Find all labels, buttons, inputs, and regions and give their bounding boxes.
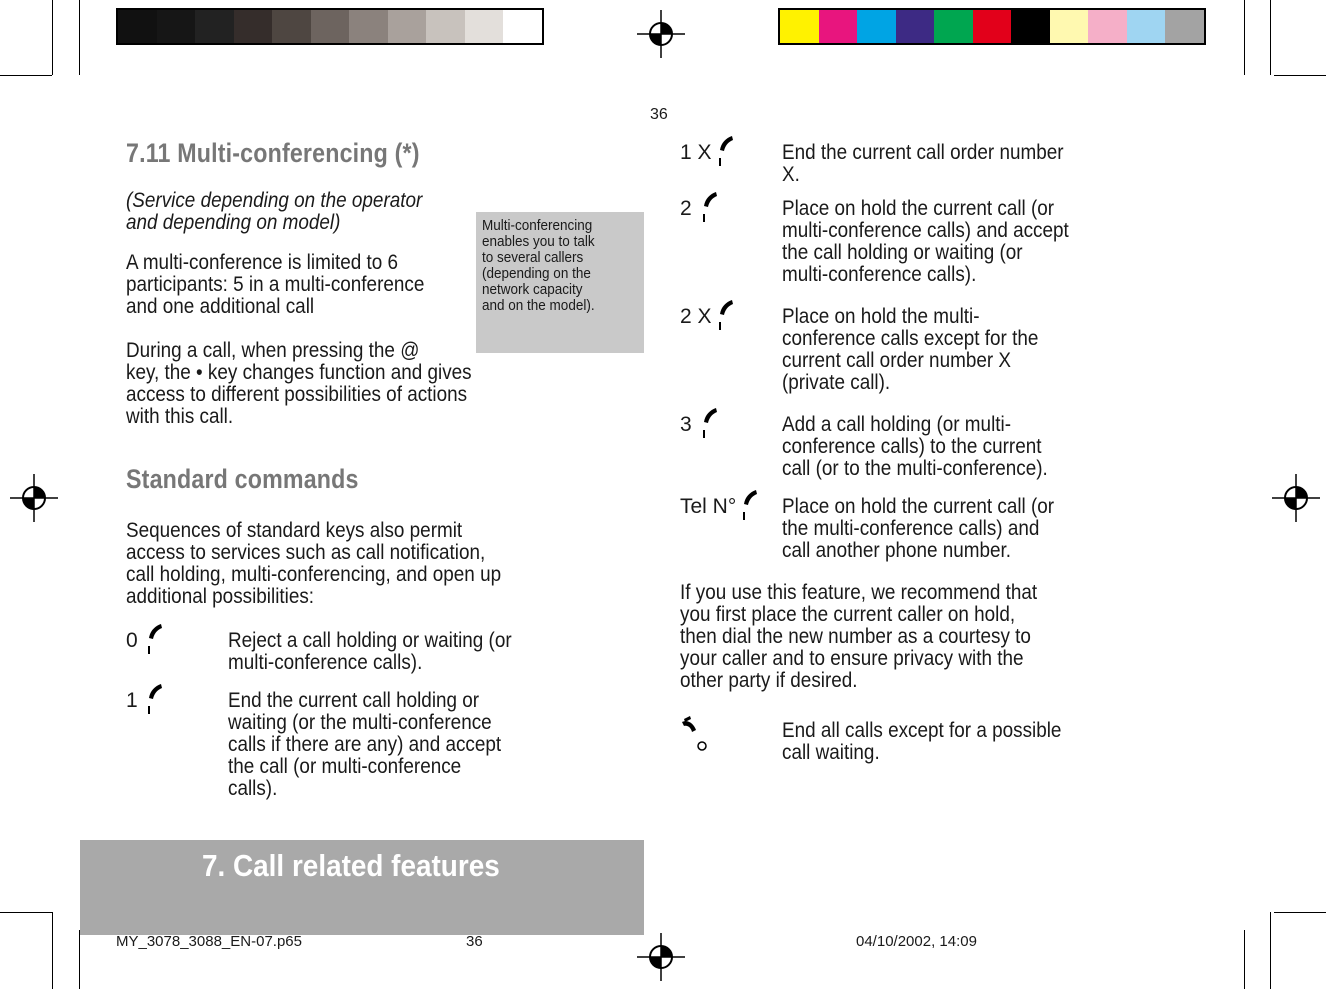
courtesy-line: you first place the current caller on hold,: [680, 603, 1016, 626]
timestamp: 04/10/2002, 14:09: [856, 933, 977, 950]
standard-commands-heading: Standard commands: [126, 464, 359, 494]
command-line: End the current call order number: [782, 141, 1064, 164]
command-line: waiting (or the multi-conference: [228, 711, 492, 734]
color-swatch: [1088, 10, 1127, 43]
color-swatch: [1165, 10, 1204, 43]
color-swatch: [934, 10, 973, 43]
grey-swatch: [388, 10, 427, 43]
during-call-line: with this call.: [126, 405, 234, 428]
command-line: the multi-conference calls) and: [782, 517, 1040, 540]
standard-intro-line: call holding, multi-conferencing, and open up: [126, 563, 502, 586]
grey-swatch: [426, 10, 465, 43]
during-call-line: access to different possibilities of actions: [126, 383, 468, 406]
color-swatch: [1011, 10, 1050, 43]
grey-swatch: [272, 10, 311, 43]
standard-intro-line: additional possibilities:: [126, 585, 315, 608]
command-line: Place on hold the current call (or: [782, 197, 1055, 220]
sidenote-line: Multi-conferencing: [482, 217, 593, 234]
command-key: 1: [126, 689, 138, 712]
registration-mark-left: [10, 474, 58, 522]
during-call-paragraph: [126, 340, 540, 428]
during-call-line: key, the • key changes function and gives: [126, 361, 472, 384]
grey-swatch: [234, 10, 273, 43]
call-key-icon: [740, 488, 760, 522]
page-number: 36: [650, 106, 668, 123]
service-note-line: and depending on model): [126, 211, 341, 234]
grey-swatch: [503, 10, 542, 43]
standard-intro-line: Sequences of standard keys also permit: [126, 519, 463, 542]
grey-swatch: [311, 10, 350, 43]
call-key-icon: [700, 190, 720, 224]
call-key-icon: [145, 682, 165, 716]
command-line: Place on hold the multi-: [782, 305, 980, 328]
command-description: [782, 142, 1106, 186]
chapter-footer-band: [80, 840, 644, 935]
sidenote-line: enables you to talk: [482, 233, 595, 250]
command-line: call (or to the multi-conference).: [782, 457, 1048, 480]
registration-mark-top: [637, 10, 685, 58]
grey-calibration-bar: [116, 8, 544, 45]
limit-line: and one additional call: [126, 295, 315, 318]
command-line: call waiting.: [782, 741, 880, 764]
registration-mark-bottom: [637, 933, 685, 981]
command-line: multi-conference calls).: [228, 651, 423, 674]
command-line: conference calls) to the current: [782, 435, 1042, 458]
call-key-icon: [716, 298, 736, 332]
courtesy-line: then dial the new number as a courtesy to: [680, 625, 1031, 648]
color-swatch: [857, 10, 896, 43]
color-swatch: [973, 10, 1012, 43]
grey-swatch: [118, 10, 157, 43]
command-key: Tel N°: [680, 495, 737, 518]
limit-line: A multi-conference is limited to 6: [126, 251, 399, 274]
chapter-title: 7. Call related features: [202, 848, 500, 883]
command-description: [782, 496, 1106, 562]
command-line: X.: [782, 163, 800, 186]
command-line: current call order number X: [782, 349, 1012, 372]
standard-intro: [126, 520, 540, 608]
end-call-key-icon: [680, 716, 710, 752]
command-description: [782, 414, 1106, 480]
command-line: calls if there are any) and accept: [228, 733, 502, 756]
call-key-icon: [145, 622, 165, 656]
command-key: 1 X: [680, 141, 712, 164]
command-line: conference calls except for the: [782, 327, 1039, 350]
command-description: [782, 198, 1106, 286]
command-line: call another phone number.: [782, 539, 1012, 562]
command-description: [782, 720, 1106, 764]
command-line: the call (or multi-conference: [228, 755, 462, 778]
service-note-line: (Service depending on the operator: [126, 189, 423, 212]
grey-swatch: [195, 10, 234, 43]
limit-paragraph: [126, 252, 468, 318]
sidenote-line: to several callers: [482, 249, 584, 266]
command-description: [782, 306, 1106, 394]
sidenote-line: (depending on the: [482, 265, 591, 282]
command-key: 0: [126, 629, 138, 652]
command-line: calls).: [228, 777, 278, 800]
standard-intro-line: access to services such as call notification,: [126, 541, 486, 564]
color-swatch: [1050, 10, 1089, 43]
file-page: 36: [466, 933, 483, 950]
sidenote-line: and on the model).: [482, 297, 595, 314]
call-key-icon: [716, 134, 736, 168]
color-calibration-bar: [778, 8, 1206, 45]
section-title: 7.11 Multi-conferencing (*): [126, 138, 420, 168]
grey-swatch: [465, 10, 504, 43]
grey-swatch: [157, 10, 196, 43]
command-key: 3: [680, 413, 692, 436]
command-line: multi-conference calls).: [782, 263, 977, 286]
color-swatch: [1127, 10, 1166, 43]
file-name: MY_3078_3088_EN-07.p65: [116, 933, 302, 950]
command-description: [228, 690, 552, 800]
service-note: [126, 190, 468, 234]
courtesy-line: your caller and to ensure privacy with the: [680, 647, 1024, 670]
command-line: Reject a call holding or waiting (or: [228, 629, 512, 652]
command-line: End the current call holding or: [228, 689, 480, 712]
sidenote: [476, 212, 644, 353]
color-swatch: [896, 10, 935, 43]
during-call-line: During a call, when pressing the @: [126, 339, 420, 362]
command-key: 2: [680, 197, 692, 220]
command-line: End all calls except for a possible: [782, 719, 1062, 742]
courtesy-line: If you use this feature, we recommend that: [680, 581, 1038, 604]
color-swatch: [819, 10, 858, 43]
command-line: (private call).: [782, 371, 891, 394]
command-line: the call holding or waiting (or: [782, 241, 1023, 264]
command-line: multi-conference calls) and accept: [782, 219, 1069, 242]
sidenote-line: network capacity: [482, 281, 583, 298]
command-key: 2 X: [680, 305, 712, 328]
registration-mark-right: [1272, 474, 1320, 522]
courtesy-paragraph: [680, 582, 1094, 692]
command-line: Place on hold the current call (or: [782, 495, 1055, 518]
call-key-icon: [700, 406, 720, 440]
limit-line: participants: 5 in a multi-conference: [126, 273, 425, 296]
grey-swatch: [349, 10, 388, 43]
command-line: Add a call holding (or multi-: [782, 413, 1012, 436]
color-swatch: [780, 10, 819, 43]
command-description: [228, 630, 552, 674]
courtesy-line: other party if desired.: [680, 669, 858, 692]
